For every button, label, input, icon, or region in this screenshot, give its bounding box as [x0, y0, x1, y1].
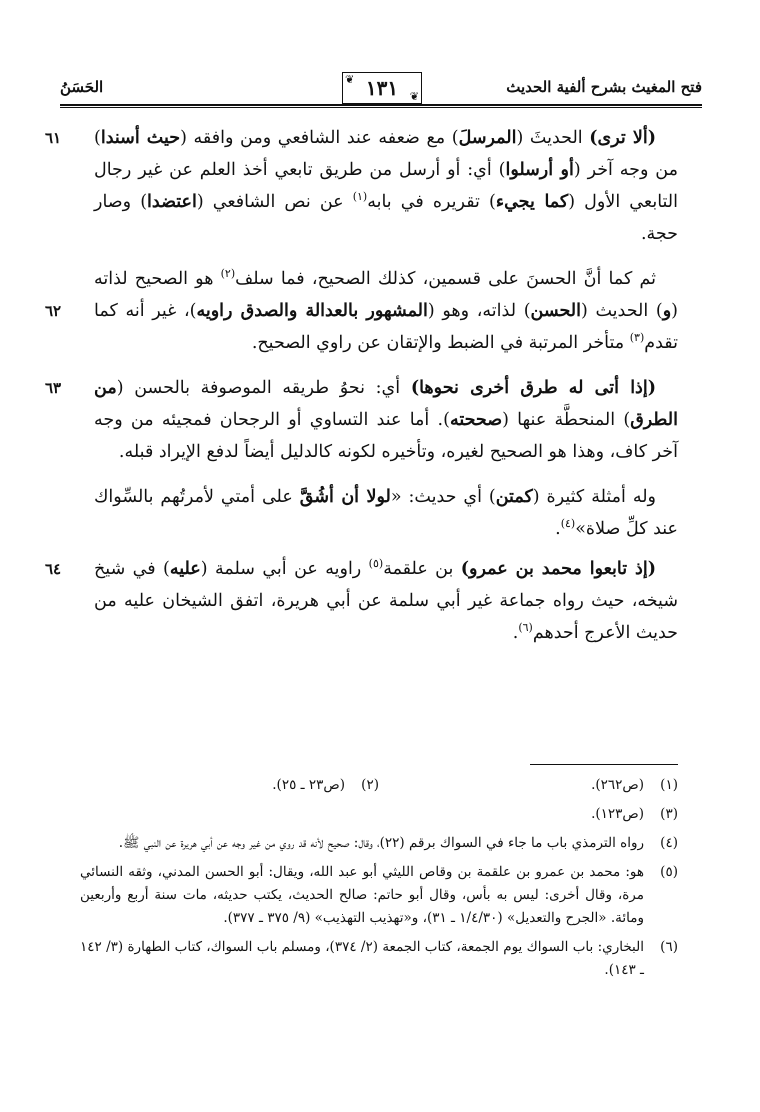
page-header	[60, 72, 702, 108]
page-number: ١٣١	[365, 76, 399, 100]
commentary-paragraph	[44, 122, 679, 250]
paragraph-text	[94, 122, 678, 250]
text-run: ) من وجه آخر (	[94, 128, 679, 180]
footnote	[591, 803, 678, 826]
text-run: ) المنحطَّة عنها (	[502, 410, 631, 430]
footnote-number: (٤)	[660, 835, 678, 851]
ornament-icon: ❦	[409, 90, 419, 103]
footnote-row	[80, 832, 678, 855]
footnote-text: البخاري: باب السواك يوم الجمعة، كتاب الجمعة (٢/ ٣٧٤)، ومسلم باب السواك، كتاب الطهارة (٣/ ١٤٢ ـ ١٤٣).	[80, 939, 644, 978]
text-run: هو الصحيح لذاته (	[94, 269, 678, 321]
emphasis-text: كما يجيء	[495, 192, 569, 212]
footnote-ref: (٦)	[518, 621, 533, 635]
paragraph-text	[94, 481, 678, 545]
verse-number: ٦١	[44, 129, 62, 147]
text-run: .	[512, 623, 519, 643]
footnote-row	[80, 803, 678, 826]
section-title: الحَسَنُ	[60, 78, 104, 96]
header-rule	[60, 104, 702, 108]
text-run: ) لذاته، وهو (	[427, 301, 531, 321]
footnote	[80, 861, 678, 930]
footnote	[80, 936, 678, 982]
text-run: )، غير أنه كما تقدم	[94, 301, 678, 353]
text-run: ). أما عند التساوي أو الرجحان فمجيئه من وجه آخر كاف، وهذا هو الصحيح لغيره، وتأخيره لكونه كالدليل أيضاً لدفع الإيراد قبله.	[94, 410, 678, 462]
footnote-row	[80, 936, 678, 982]
text-run: ) أي حديث: «	[390, 487, 496, 507]
text-run: ) في شيخ شيخه، حيث رواه جماعة غير أبي سلمة عن أبي هريرة، اتفق الشيخان عليه من حديث الأعرج أحدهم	[94, 559, 678, 643]
emphasis-text: المرسلَ	[458, 128, 517, 148]
ornament-icon: ❦	[345, 73, 355, 86]
text-run: متأخر المرتبة في الضبط والإتقان عن راوي الصحيح.	[251, 333, 630, 353]
footnote-number: (٢)	[361, 777, 379, 793]
text-run: راويه عن أبي سلمة (	[200, 559, 369, 579]
verse-number: ٦٢	[44, 302, 62, 320]
footnote	[80, 774, 379, 797]
emphasis-text: اعتضدا	[147, 192, 197, 212]
emphasis-text: أو أرسلوا	[505, 160, 574, 180]
emphasis-text: الحسن	[530, 301, 581, 321]
text-run: وله أمثلة كثيرة (	[532, 487, 656, 507]
footnote-text: (ص٢٣ ـ ٢٥).	[272, 777, 345, 793]
footnote-number: (٦)	[660, 939, 678, 955]
commentary-paragraph	[94, 481, 678, 545]
running-title: فتح المغيث بشرح ألفية الحديث	[506, 78, 702, 96]
text-run: ثم كما أنَّ الحسنَ على قسمين، كذلك الصحيح، فما سلف	[235, 269, 656, 289]
main-text	[44, 122, 679, 662]
commentary-paragraph	[44, 263, 678, 359]
footnote-text: هو: محمد بن عمرو بن علقمة بن وقاص الليثي أبو عبد الله، ويقال: أبو الحسن المدني، وثقه النسائي مرة، وقال أخرى: ليس به بأس، وقال أبو حاتم: صالح الحديث، يكتب حديثه، مات سنة أربع وأربعين ومائة. «الجرح والتعديل» (١/٤/٣٠ ـ ٣١)، و«تهذيب التهذيب» (٩/ ٣٧٥ ـ ٣٧٧).	[80, 864, 644, 926]
emphasis-text: من الطرق	[94, 378, 678, 430]
commentary-paragraph	[44, 553, 678, 649]
text-run: أي: نحوُ طريقه الموصوفة بالحسن (	[116, 378, 411, 398]
emphasis-text: (ألا ترى)	[589, 128, 656, 148]
footnote-ref: (٣)	[629, 331, 645, 345]
page-number-frame	[342, 72, 422, 104]
footnote-ref: (٢)	[220, 267, 236, 281]
footnotes	[80, 774, 678, 988]
paragraph-text	[94, 553, 678, 649]
emphasis-text: صححته	[449, 410, 503, 430]
footnote-text: رواه الترمذي باب ما جاء في السواك برقم (٢٢)، وقال: صحيح لأنه قد روي من غير وجه عن أبي هريرة عن النبي ﷺ.	[118, 835, 644, 851]
emphasis-text: حيث أسندا	[100, 128, 181, 148]
footnote-ref: (١)	[352, 190, 368, 204]
verse-number: ٦٣	[44, 379, 62, 397]
text-run: على أمتي لأمرتُهم بالسِّواك عند كلِّ صلاة»	[94, 487, 678, 539]
text-run: الحديثَ (	[516, 128, 590, 148]
emphasis-text: (إذا أتى له طرق أخرى نحوها)	[410, 378, 656, 398]
emphasis-text: لولا أن أشُقَّ	[299, 487, 391, 507]
text-run: ) الحديث (	[580, 301, 663, 321]
emphasis-text: (إذ تابعوا محمد بن عمرو)	[460, 559, 656, 579]
footnote-number: (١)	[660, 777, 678, 793]
footnote-ref: (٤)	[560, 517, 576, 531]
emphasis-text: كمتن	[495, 487, 533, 507]
footnote-row	[80, 861, 678, 930]
footnote-separator	[530, 764, 678, 765]
footnote-row	[80, 774, 678, 797]
emphasis-text: و	[662, 301, 672, 321]
commentary-paragraph	[44, 372, 678, 468]
emphasis-text: المشهور بالعدالة والصدق راويه	[196, 301, 428, 321]
footnote-ref: (٥)	[368, 557, 384, 571]
footnote-text: (ص١٢٣).	[591, 806, 644, 822]
footnote	[379, 774, 678, 797]
text-run: ) وصار حجة.	[94, 192, 678, 244]
text-run: بن علقمة	[383, 559, 461, 579]
verse-number: ٦٤	[44, 560, 62, 578]
text-run: عن نص الشافعي (	[196, 192, 353, 212]
paragraph-text	[94, 263, 678, 359]
footnote-text: (ص٢٦٢).	[591, 777, 644, 793]
footnote-number: (٣)	[660, 806, 678, 822]
text-run: .	[555, 519, 561, 539]
text-run: ) مع ضعفه عند الشافعي ومن وافقه (	[180, 128, 459, 148]
footnote-number: (٥)	[660, 864, 678, 880]
text-run: ) أي: أو أرسل من طريق تابعي أخذ العلم عن غير رجال التابعي الأول (	[94, 160, 679, 212]
text-run: ) تقريره في بابه	[367, 192, 496, 212]
emphasis-text: عليه	[169, 559, 201, 579]
paragraph-text	[94, 372, 678, 468]
footnote	[80, 832, 678, 855]
